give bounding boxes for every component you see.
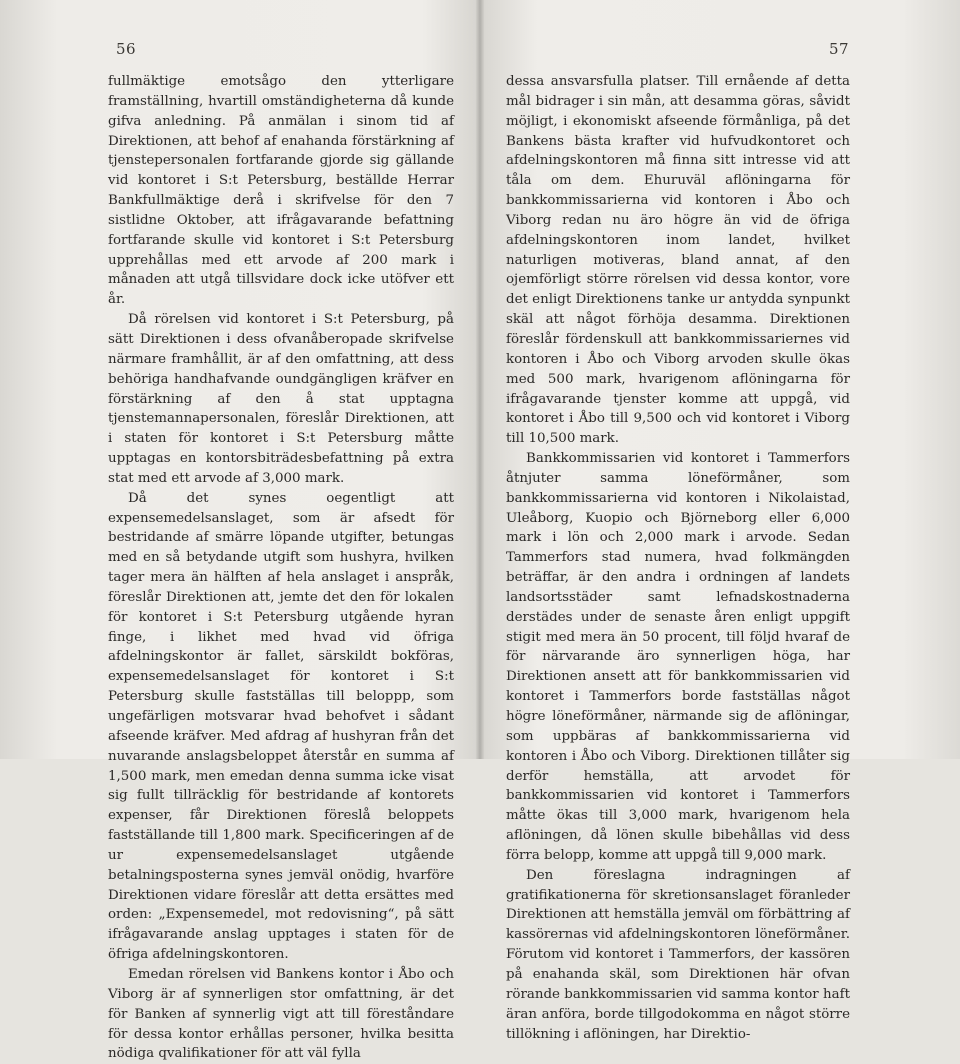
right-page bbox=[480, 0, 960, 1042]
left-paragraph-2: Då rörelsen vid kontoret i S:t Petersburg, på sätt Direktionen i dess ofvanåberopade skrifvelse närmare framhållit, är af den omfattning, att dess behöriga handhafvande oundgängligen kräfver en förstärkning af den å stat upptagna tjenstemannapersonalen, föreslår Direktionen, att i staten för kontoret i S:t Petersburg måtte upptagas en kontorsbiträdesbefattning på extra stat med ett arvode af 3,000 mark. bbox=[108, 312, 454, 486]
right-paragraph-2: Bankkommissarien vid kontoret i Tammerfors åtnjuter samma löneförmåner, som bankkommissarierna vid kontoren i Nikolaistad, Uleåborg, Kuopio och Björneborg eller 6,000 mark i lön och 2,000 mark i arvode. Sedan Tammerfors stad numera, hvad folkmängden beträffar, är den andra i ordningen af landets landsortsstäder samt lefnadskostnaderna derstädes under de senaste åren enligt uppgift stigit med mera än 50 procent, till följd hvaraf de för närvarande äro synnerligen höga, har Direktionen ansett att för bankkommissarien vid kontoret i Tammerfors borde fastställas något högre löneförmåner, närmande sig de aflöningar, som uppbäras af bankkommissarierna vid kontoren i Åbo och Viborg. Direktionen tillåter sig derför hemställa, att arvodet för bankkommissarien vid kontoret i Tammerfors måtte ökas till 3,000 mark, hvarigenom hela aflöningen, då lönen skulle bibehållas vid dess förra belopp, komme att uppgå till 9,000 mark. bbox=[506, 451, 850, 863]
right-paragraph-3: Den föreslagna indragningen af gratifikationerna för skretionsanslaget föranleder Direktionen att hemställa jemväl om förbättring af kassörernas vid afdelningskontoren löneförmåner. Förutom vid kontoret i Tammerfors, der kassören på enahanda skäl, som Direktionen här ofvan rörande bankkommissarien vid samma kontor haft äran anföra, borde tillgodokomma en något större tillökning i aflöningen, har Direktio- bbox=[506, 867, 850, 1042]
page-number-left: 56 bbox=[116, 40, 137, 58]
page-number-right: 57 bbox=[829, 40, 850, 58]
left-page-text bbox=[108, 72, 454, 1064]
left-paragraph-3: Då det synes oegentligt att expensemedelsanslaget, som är afsedt för bestridande af smärre löpande utgifter, betungas med en så betydande utgift som hushyra, hvilken tager mera än hälften af hela anslaget i anspråk, föreslår Direktionen att, jemte det den för lokalen för kontoret i S:t Petersburg utgående hyran finge, i likhet med hvad vid öfriga afdelningskontor är fallet, särskildt bokföras, expensemedelsanslaget för kontoret i S:t Petersburg skulle fastställas till beloppp, som ungefärligen motsvarar hvad behofvet i sådant afseende kräfver. Med afdrag af hushyran från det nuvarande anslagsbeloppet återstår en summa af 1,500 mark, men emedan denna summa icke visat sig fullt tillräcklig för bestridande af kontorets expenser, får Direktionen föreslå beloppets fastställande till 1,800 mark. Specificeringen af de ur expensemedelsanslaget utgående betalningsposterna synes jemväl onödig, hvarföre Direktionen vidare föreslår att detta ersättes med orden: „Expensemedel, mot redovisning“, på sätt ifrågavarande anslag upptages i staten för de öfriga afdelningskontoren. bbox=[108, 490, 454, 963]
right-page-text bbox=[506, 72, 850, 1044]
left-paragraph-4: Emedan rörelsen vid Bankens kontor i Åbo och Viborg är af synnerligen stor omfattning, är det för Banken af synnerlig vigt att till föreståndare för dessa kontor erhållas personer, hvilka besitta nödiga qvalifikationer för att väl fylla bbox=[108, 966, 454, 1062]
left-page bbox=[0, 0, 480, 1062]
left-paragraph-1: fullmäktige emotsågo den ytterligare framställning, hvartill omständigheterna då kunde gifva anledning. På anmälan i sinom tid af Direktionen, att behof af enahanda förstärkning af tjenstepersonalen fortfarande gjorde sig gällande vid kontoret i S:t Petersburg, beställde Herrar Bankfullmäktige derå i skrifvelse för den 7 sistlidne Oktober, att ifrågavarande befattning fortfarande skulle vid kontoret i S:t Petersburg upprehållas med ett arvode af 200 mark i månaden att utgå tillsvidare dock icke utöfver ett år. bbox=[108, 74, 454, 308]
right-paragraph-1: dessa ansvarsfulla platser. Till ernående af detta mål bidrager i sin mån, att desamma göras, såvidt möjligt, i ekonomiskt afseende förmånliga, på det Bankens bästa krafter vid hufvudkontoret och afdelningskontoren må finna sitt intresse vid att tåla om dem. Ehuruväl aflöningarna för bankkommissarierna vid kontoren i Åbo och Viborg redan nu äro högre än vid de öfriga afdelningskontoren inom landet, hvilket naturligen motiveras, bland annat, af den ojemförligt större rörelsen vid dessa kontor, vore det enligt Direktionens tanke ur antydda synpunkt skäl att något förhöja desamma. Direktionen föreslår fördenskull att bankkommissariernes vid kontoren i Åbo och Viborg arvoden skulle ökas med 500 mark, hvarigenom aflöningarna för ifrågavarande tjenster komme att uppgå, vid kontoret i Åbo till 9,500 och vid kontoret i Viborg till 10,500 mark. bbox=[506, 74, 850, 447]
